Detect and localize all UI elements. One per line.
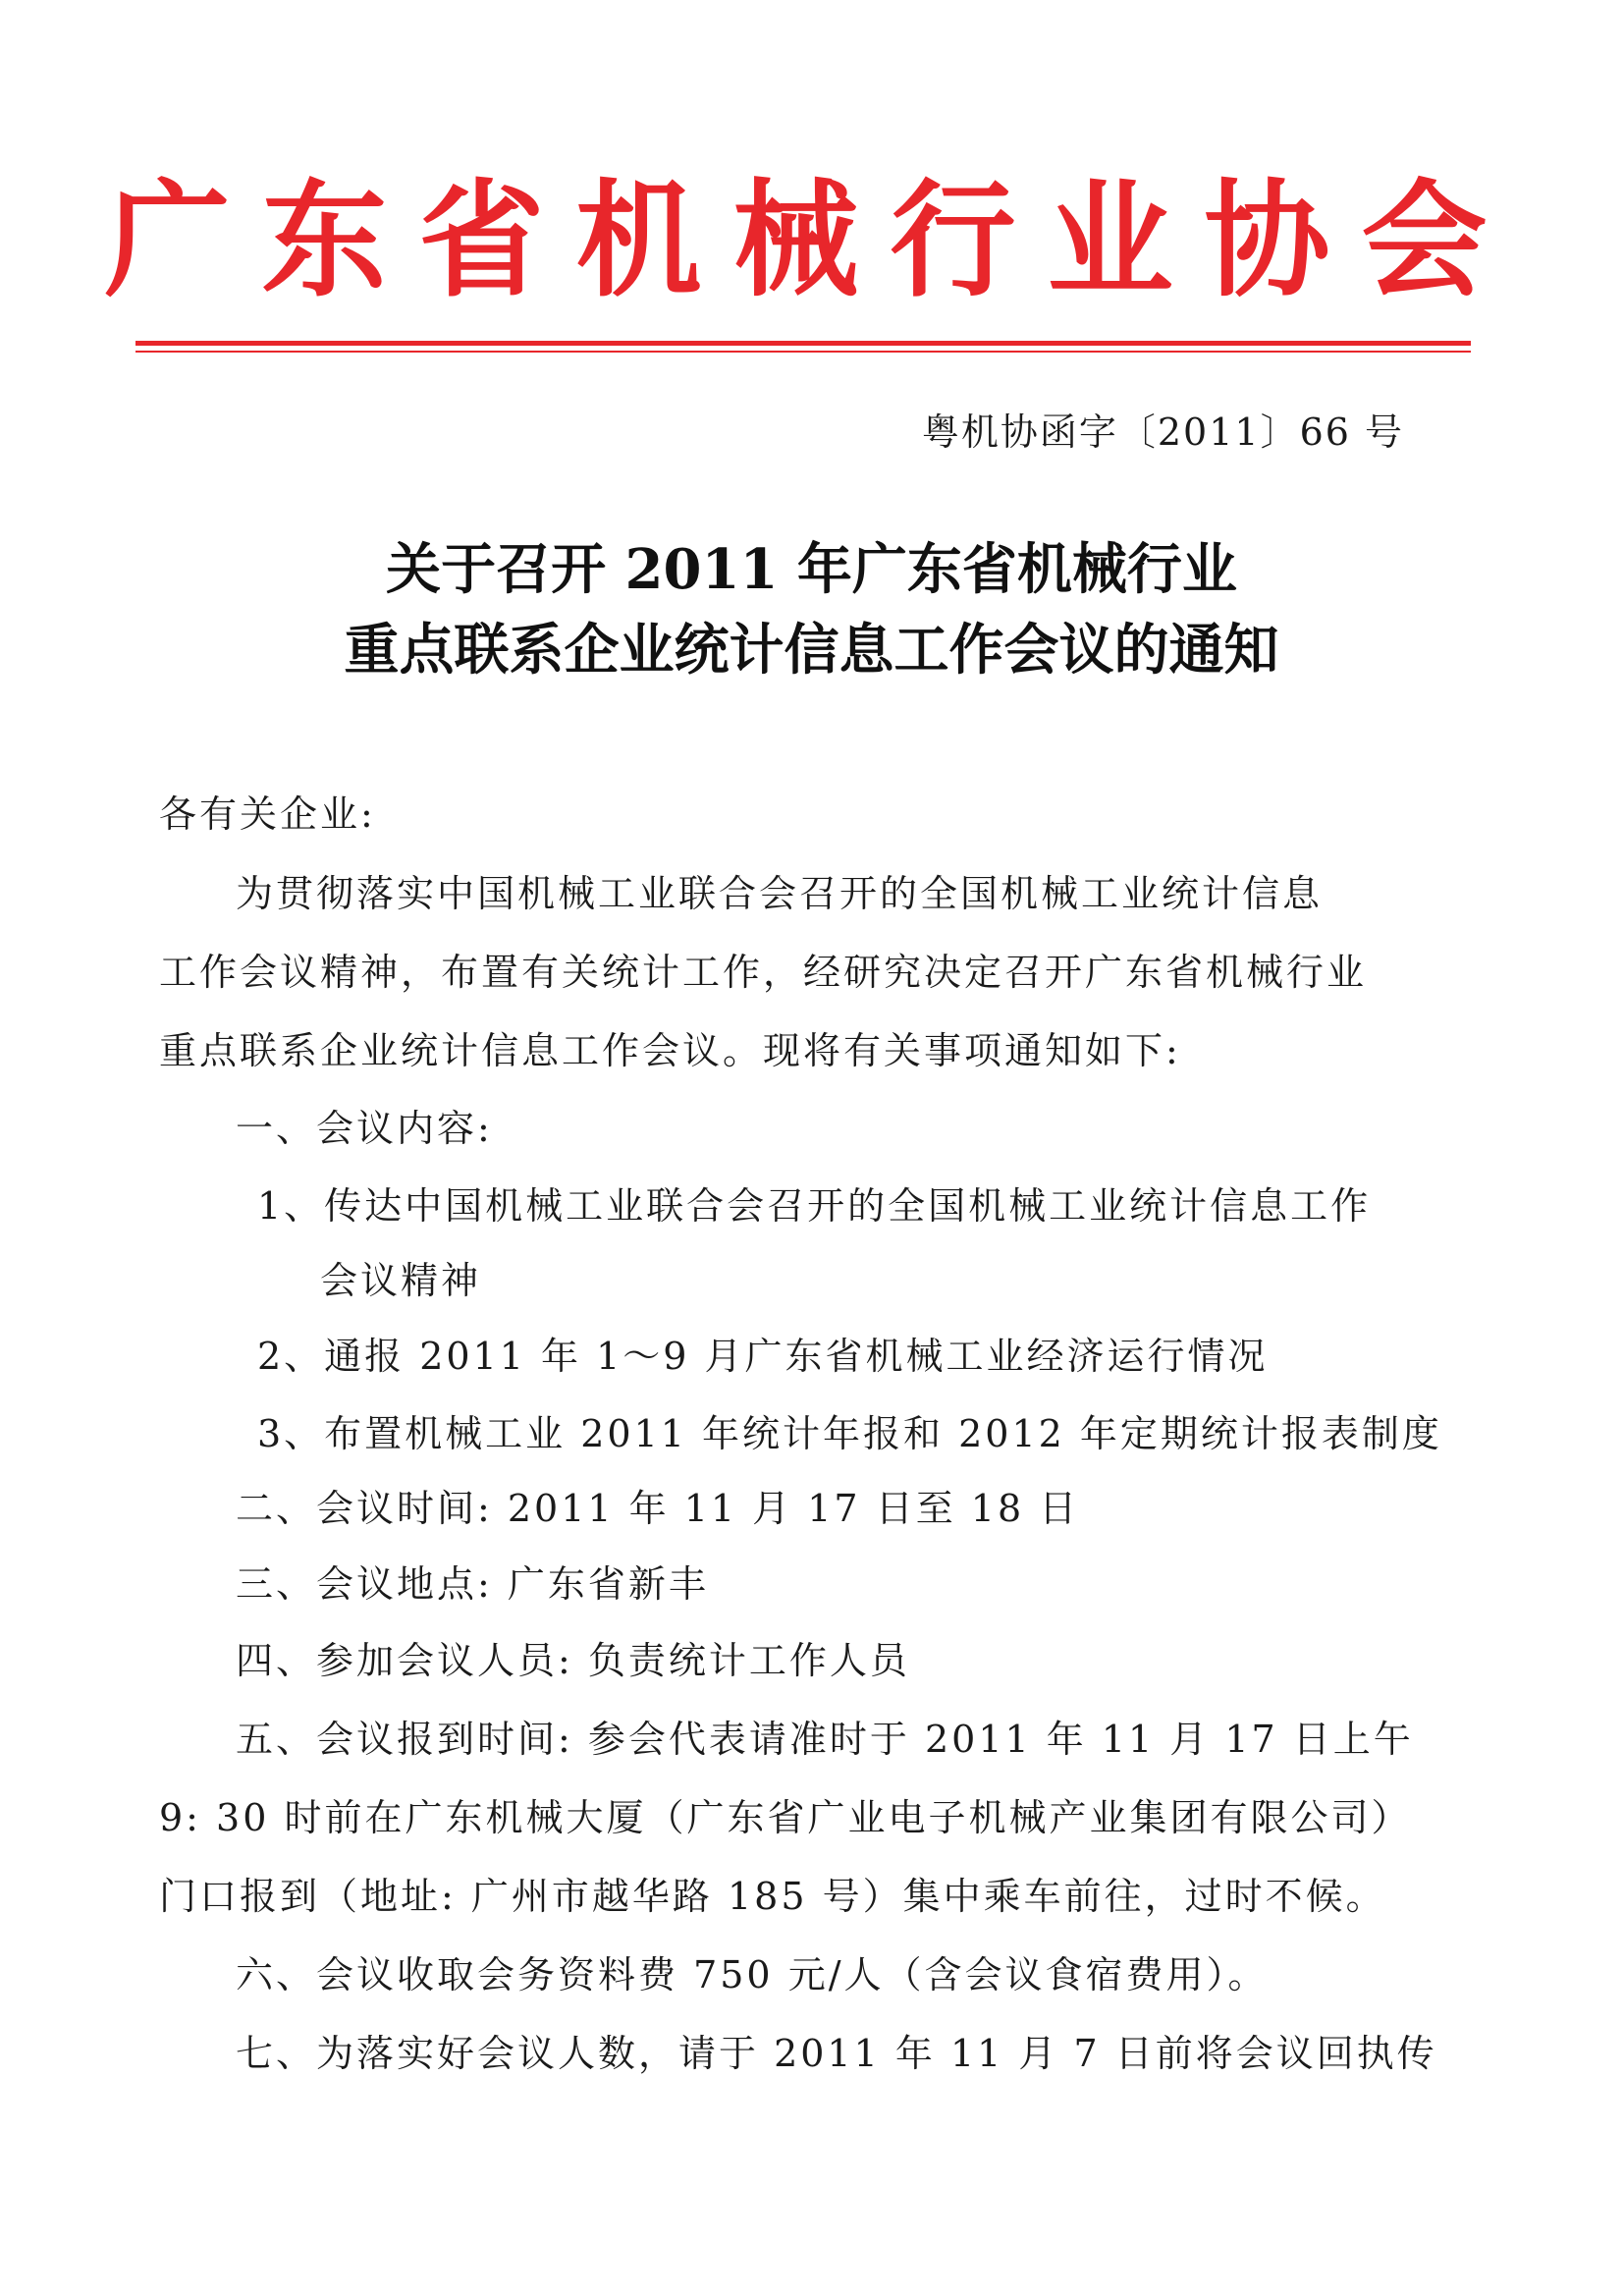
body-line: 门口报到（地址: 广州市越华路 185 号）集中乘车前往，过时不候。	[159, 1875, 1386, 1918]
section-heading: 六、会议收取会务资料费 750 元/人（含会议食宿费用）。	[236, 1953, 1269, 1996]
list-item: 3、布置机械工业 2011 年统计年报和 2012 年定期统计报表制度	[257, 1412, 1442, 1455]
list-item: 2、通报 2011 年 1～9 月广东省机械工业经济运行情况	[257, 1335, 1269, 1378]
section-heading: 二、会议时间: 2011 年 11 月 17 日至 18 日	[236, 1487, 1080, 1530]
letterhead-org-name: 广东省机械行业协会	[104, 167, 1519, 314]
section-heading: 五、会议报到时间: 参会代表请准时于 2011 年 11 月 17 日上午	[236, 1718, 1414, 1761]
document-title-line-1: 关于召开 2011 年广东省机械行业	[386, 537, 1237, 602]
salutation: 各有关企业:	[159, 793, 376, 836]
section-heading: 四、参加会议人员: 负责统计工作人员	[236, 1639, 910, 1682]
body-line: 为贯彻落实中国机械工业联合会召开的全国机械工业统计信息	[236, 872, 1324, 915]
list-item-continuation: 会议精神	[320, 1259, 482, 1302]
document-number: 粤机协函字〔2011〕66 号	[921, 410, 1404, 454]
body-line: 重点联系企业统计信息工作会议。现将有关事项通知如下:	[159, 1029, 1181, 1072]
letterhead-rule-thin	[135, 351, 1471, 353]
body-line: 9: 30 时前在广东机械大厦（广东省广业电子机械产业集团有限公司）	[159, 1796, 1412, 1839]
list-item: 1、传达中国机械工业联合会召开的全国机械工业统计信息工作	[257, 1184, 1372, 1228]
section-heading: 七、为落实好会议人数，请于 2011 年 11 月 7 日前将会议回执传	[236, 2032, 1437, 2075]
body-line: 工作会议精神，布置有关统计工作，经研究决定召开广东省机械行业	[159, 951, 1368, 994]
section-heading: 一、会议内容:	[236, 1107, 493, 1150]
section-heading: 三、会议地点: 广东省新丰	[236, 1562, 709, 1606]
document-title-line-2: 重点联系企业统计信息工作会议的通知	[344, 618, 1279, 683]
letterhead-rule-thick	[135, 341, 1471, 346]
